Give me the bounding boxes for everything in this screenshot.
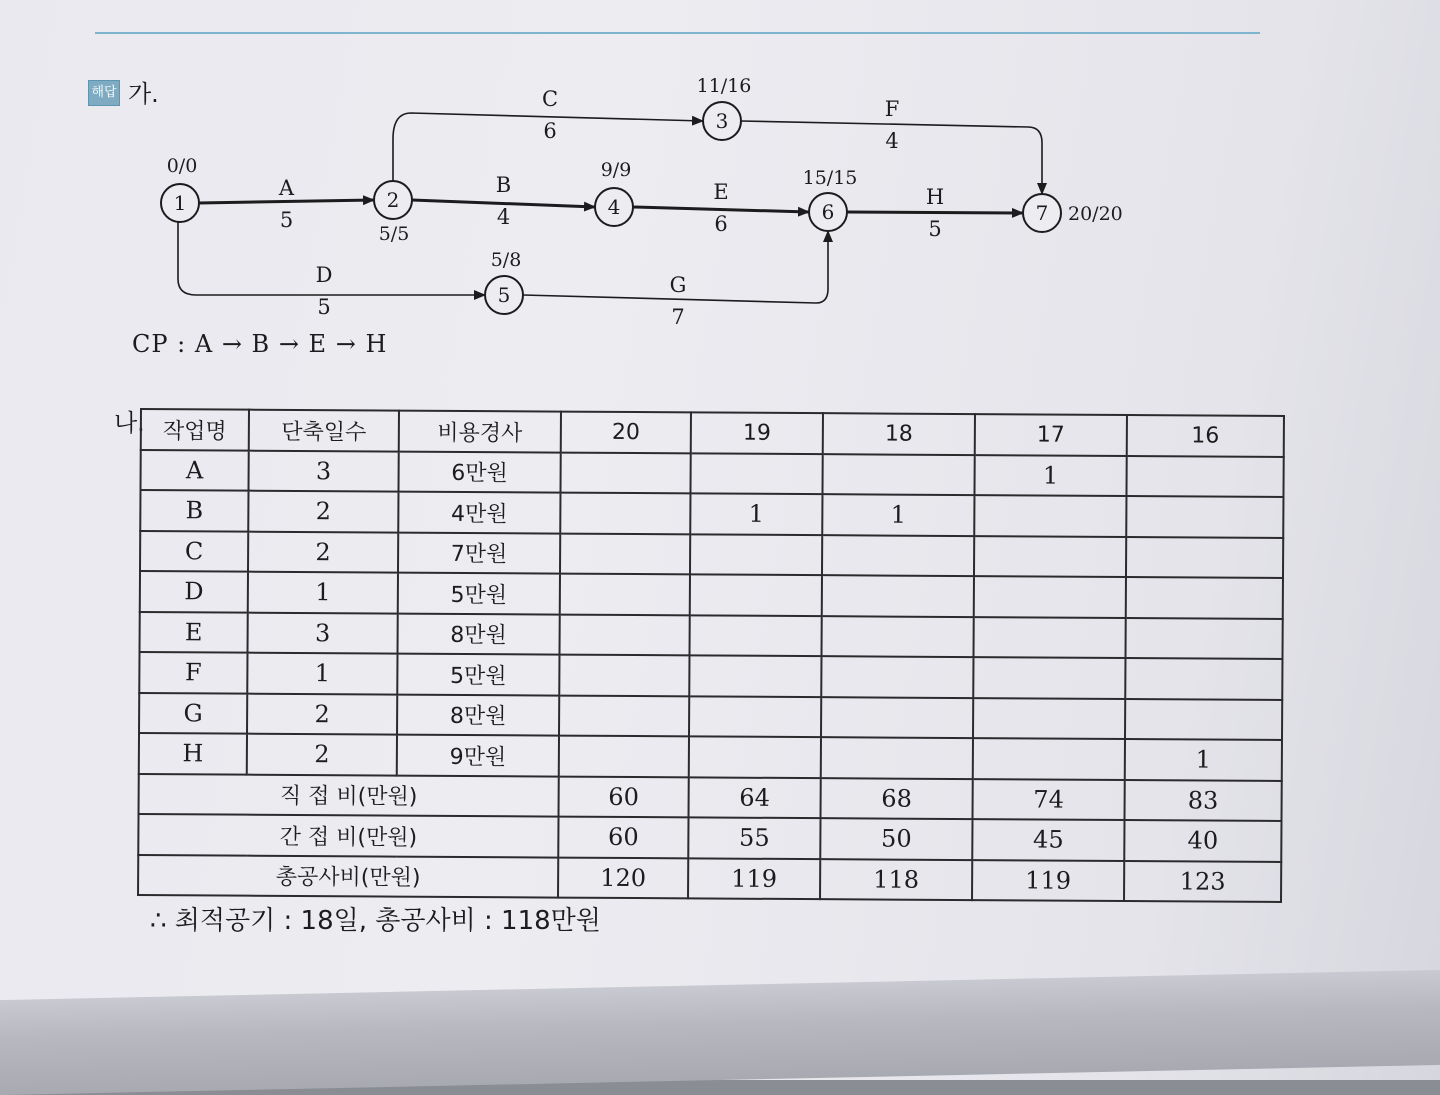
reduction-cell <box>822 454 974 495</box>
reduction-cell <box>560 452 690 493</box>
part-a-label: 가. <box>128 80 159 108</box>
activity-duration-label: 5 <box>928 217 942 241</box>
event-time-label: 15/15 <box>802 167 858 189</box>
reduction-cell: 1 <box>974 455 1126 496</box>
reduction-cell <box>974 536 1126 577</box>
reduction-cell <box>974 495 1126 536</box>
reduction-cell: 1 <box>822 494 974 535</box>
activity-duration-label: 4 <box>885 129 899 153</box>
activity-name-label: A <box>278 176 295 200</box>
event-node-number: 4 <box>607 195 621 219</box>
days-cell: 2 <box>247 693 397 734</box>
cost-slope-table <box>137 408 1285 903</box>
table-row <box>140 450 1283 497</box>
summary-value: 64 <box>689 777 821 818</box>
reduction-cell <box>973 738 1125 779</box>
summary-value: 50 <box>820 818 972 859</box>
reduction-cell <box>1126 456 1283 497</box>
part-b-label: 나. <box>114 409 145 437</box>
event-node-number: 3 <box>715 109 729 133</box>
reduction-cell: 1 <box>690 493 822 534</box>
event-time-label: 20/20 <box>1068 203 1123 225</box>
event-node-number: 7 <box>1035 201 1049 225</box>
reduction-cell <box>973 698 1125 739</box>
reduction-cell <box>821 656 973 697</box>
table-header-row <box>141 409 1284 456</box>
days-cell: 1 <box>248 572 398 613</box>
summary-row <box>139 773 1282 820</box>
reduction-cell <box>973 657 1125 698</box>
slope-cell: 8만원 <box>398 613 560 654</box>
summary-value: 118 <box>820 859 972 900</box>
reduction-cell <box>822 575 974 616</box>
summary-value: 40 <box>1124 820 1281 861</box>
reduction-cell <box>1126 496 1283 537</box>
reduction-cell <box>690 453 822 494</box>
event-time-label: 11/16 <box>696 75 752 97</box>
summary-value: 119 <box>688 858 820 899</box>
answer-badge: 해답 <box>88 80 120 106</box>
summary-row <box>138 814 1281 861</box>
activity-name-label: H <box>925 185 945 209</box>
task-cell: E <box>140 612 248 653</box>
summary-value: 55 <box>688 817 820 858</box>
slope-cell: 7만원 <box>398 532 560 573</box>
task-cell: B <box>140 490 248 531</box>
activity-duration-label: 6 <box>714 212 728 236</box>
slope-cell: 8만원 <box>397 694 559 735</box>
table-row <box>140 571 1283 618</box>
reduction-cell <box>560 574 690 615</box>
table-row <box>139 652 1282 699</box>
reduction-cell <box>973 617 1125 658</box>
activity-name-label: E <box>713 180 729 204</box>
header-slope: 비용경사 <box>399 411 561 452</box>
activity-duration-label: 4 <box>496 205 511 229</box>
summary-value: 74 <box>973 779 1125 820</box>
reduction-cell <box>974 576 1126 617</box>
summary-label: 총공사비(만원) <box>138 854 558 897</box>
reduction-cell <box>690 534 822 575</box>
slope-cell: 5만원 <box>398 573 560 614</box>
reduction-cell <box>689 615 821 656</box>
summary-value: 83 <box>1125 780 1282 821</box>
slope-cell: 6만원 <box>398 451 560 492</box>
slope-cell: 5만원 <box>397 654 559 695</box>
slope-cell: 9만원 <box>397 735 559 776</box>
reduction-cell <box>689 696 821 737</box>
task-cell: G <box>139 693 247 734</box>
page-fold-shadow <box>0 970 1440 1095</box>
reduction-cell <box>821 737 973 778</box>
table-row <box>140 531 1283 578</box>
header-duration-19: 19 <box>691 412 823 453</box>
activity-duration-label: 5 <box>279 208 294 232</box>
days-cell: 2 <box>247 734 397 775</box>
event-time-label: 0/0 <box>166 155 198 177</box>
activity-name-label: G <box>669 273 687 297</box>
reduction-cell <box>559 736 689 777</box>
task-cell: A <box>140 450 248 491</box>
task-cell: H <box>139 733 247 774</box>
days-cell: 1 <box>247 653 397 694</box>
activity-name-label: F <box>884 97 900 121</box>
activity-name-label: B <box>495 173 512 197</box>
task-cell: C <box>140 531 248 572</box>
summary-label: 직 접 비(만원) <box>139 773 559 816</box>
summary-row <box>138 854 1281 901</box>
reduction-cell <box>821 697 973 738</box>
header-duration-20: 20 <box>561 412 691 453</box>
activity-name-label: C <box>541 87 559 111</box>
header-duration-16: 16 <box>1127 415 1284 456</box>
activity-arrow-h <box>847 212 1023 213</box>
activity-duration-label: 5 <box>317 295 331 319</box>
event-node-number: 1 <box>173 191 187 215</box>
summary-value: 60 <box>559 776 689 817</box>
header-duration-18: 18 <box>823 413 975 454</box>
reduction-cell <box>1125 618 1282 659</box>
activity-arrow-a <box>199 200 374 203</box>
event-node-number: 5 <box>497 283 511 307</box>
slope-cell: 4만원 <box>398 492 560 533</box>
event-node-number: 2 <box>386 188 400 212</box>
summary-label: 간 접 비(만원) <box>138 814 558 857</box>
reduction-cell <box>1126 577 1283 618</box>
days-cell: 2 <box>248 531 398 572</box>
task-cell: D <box>140 571 248 612</box>
table-row <box>140 490 1283 537</box>
table-row <box>140 612 1283 659</box>
header-days: 단축일수 <box>249 410 399 451</box>
summary-value: 123 <box>1124 861 1281 902</box>
reduction-cell <box>689 655 821 696</box>
days-cell: 2 <box>248 491 398 532</box>
event-time-label: 5/8 <box>490 249 522 271</box>
reduction-cell <box>1125 658 1282 699</box>
reduction-cell <box>559 655 689 696</box>
reduction-cell <box>821 616 973 657</box>
reduction-cell <box>1125 699 1282 740</box>
activity-name-label: D <box>315 263 333 287</box>
days-cell: 3 <box>248 450 398 491</box>
reduction-cell <box>560 533 690 574</box>
summary-value: 120 <box>558 857 688 898</box>
reduction-cell <box>689 736 821 777</box>
activity-duration-label: 7 <box>671 305 685 329</box>
task-cell: F <box>139 652 247 693</box>
critical-path-text: CP : A → B → E → H <box>132 330 388 358</box>
summary-value: 45 <box>972 819 1124 860</box>
days-cell: 3 <box>248 612 398 653</box>
reduction-cell <box>822 535 974 576</box>
event-time-label: 9/9 <box>600 159 632 181</box>
event-time-label: 5/5 <box>378 223 410 245</box>
conclusion-text: ∴ 최적공기 : 18일, 총공사비 : 118만원 <box>150 906 601 936</box>
activity-duration-label: 6 <box>543 119 557 143</box>
summary-value: 68 <box>821 778 973 819</box>
reduction-cell <box>1126 537 1283 578</box>
reduction-cell <box>559 695 689 736</box>
table-row <box>139 693 1282 740</box>
table-row <box>139 733 1282 780</box>
header-task: 작업명 <box>141 409 249 450</box>
reduction-cell <box>560 614 690 655</box>
summary-value: 119 <box>972 860 1124 901</box>
reduction-cell <box>690 574 822 615</box>
header-duration-17: 17 <box>975 414 1127 455</box>
reduction-cell: 1 <box>1125 739 1282 780</box>
event-node-number: 6 <box>821 200 835 224</box>
reduction-cell <box>560 493 690 534</box>
summary-value: 60 <box>558 817 688 858</box>
